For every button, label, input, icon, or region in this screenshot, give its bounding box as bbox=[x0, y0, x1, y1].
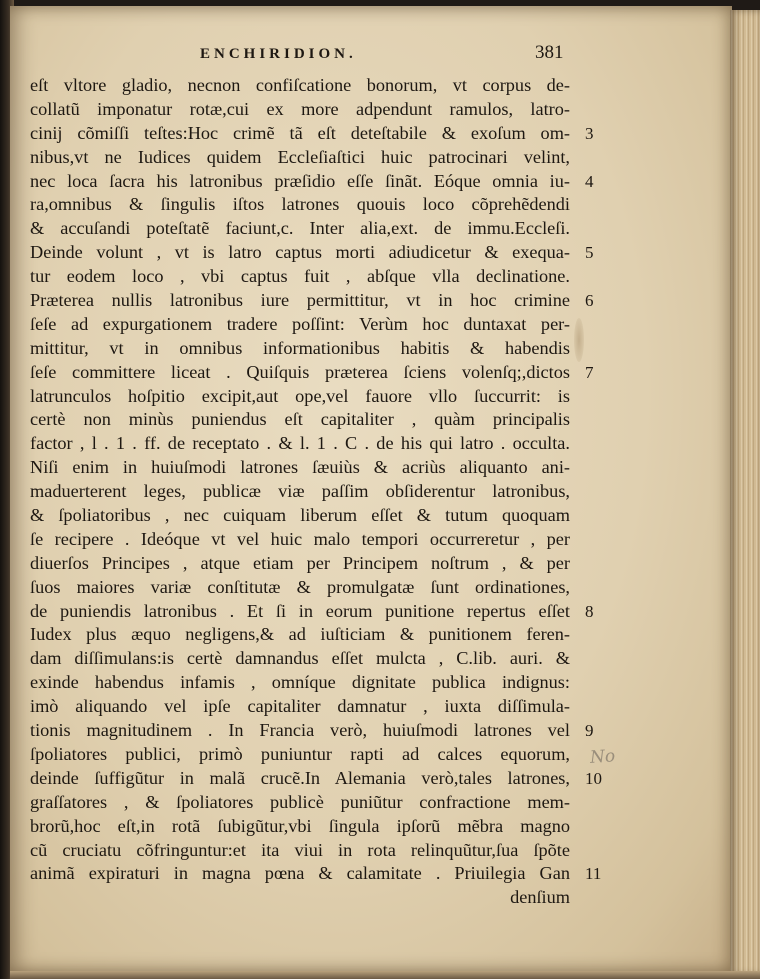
line-text: imò aliquando vel ipſe capitaliter damnatur , iuxta diſſimula- bbox=[30, 696, 570, 717]
line-text: ra,omnibus & ſingulis iſtos latrones quouis loco cõprehẽdendi bbox=[30, 194, 570, 215]
text-line bbox=[30, 791, 670, 815]
line-text: animã expiraturi in magna pœna & calamitate . Priuilegia Gan bbox=[30, 863, 570, 884]
margin-number: 4 bbox=[585, 171, 594, 191]
line-text: graſſatores , & ſpoliatores publicè puniũtur confractione mem- bbox=[30, 791, 570, 812]
line-text: eſt vltore gladio, necnon confiſcatione bonorum, vt corpus de- bbox=[30, 75, 570, 95]
text-line bbox=[30, 265, 670, 289]
text-line bbox=[30, 528, 670, 552]
text-line bbox=[30, 552, 670, 576]
text-line bbox=[30, 623, 670, 647]
line-text: cũ cruciatu cõfringuntur:et ita viui in rota relinquũtur,ſua ſpõte bbox=[30, 839, 570, 860]
page-number: 381 bbox=[535, 42, 564, 63]
handwritten-note: No bbox=[589, 746, 616, 768]
margin-number: 7 bbox=[585, 362, 594, 382]
text-line bbox=[30, 385, 670, 409]
margin-number: 8 bbox=[585, 601, 594, 621]
text-line bbox=[30, 146, 670, 170]
line-text: nec loca ſacra his latronibus præſidio eſſe ſinãt. Eóque omnia iu- bbox=[30, 170, 570, 191]
text-line bbox=[30, 839, 670, 863]
line-text: ſe recipere . Ideóque vt vel huic malo tempori occurreretur , per bbox=[30, 528, 570, 549]
running-head bbox=[30, 40, 670, 74]
line-text: ſeſe committere liceat . Quiſquis præterea ſciens volenſq;,dictos bbox=[30, 361, 570, 382]
line-text: & accuſandi poteſtatẽ faciunt,c. Inter alia,ext. de immu.Eccleſi. bbox=[30, 218, 570, 239]
text-line bbox=[30, 767, 670, 791]
page-edges bbox=[730, 10, 760, 975]
text-line bbox=[30, 432, 670, 456]
margin-number: 5 bbox=[585, 243, 594, 263]
text-line bbox=[30, 719, 670, 743]
line-text: Niſi enim in huiuſmodi latrones ſæuiùs & acriùs aliquanto ani- bbox=[30, 457, 570, 478]
line-text: collatũ imponatur rotæ,cui ex more adpendunt ramulos, latro- bbox=[30, 98, 570, 119]
line-text: ſeſe ad expurgationem tradere poſſint: Verùm hoc duntaxat per- bbox=[30, 313, 570, 334]
text-line bbox=[30, 193, 670, 217]
line-text: ſpoliatores publici, primò puniuntur rapti ad calces equorum, bbox=[30, 743, 570, 764]
line-text: ſuos maiores variæ conſtitutæ & promulgatæ ſunt ordinationes, bbox=[30, 576, 570, 597]
bottom-edge bbox=[10, 971, 760, 979]
line-text: dam diſſimulans:is certè damnandus eſſet mulcta , C.lib. auri. & bbox=[30, 648, 570, 669]
text-line bbox=[30, 504, 670, 528]
line-text: factor , l . 1 . ff. de receptato . & l. 1 . C . de his qui latro . occulta. bbox=[30, 433, 570, 454]
line-text: brorũ,hoc eſt,in rotã ſubigũtur,vbi ſingula ipſorũ mẽbra magno bbox=[30, 815, 570, 836]
body-text bbox=[30, 74, 670, 910]
text-line bbox=[30, 600, 670, 624]
text-line bbox=[30, 695, 670, 719]
line-text: cinij cõmiſſi teſtes:Hoc crimẽ tã eſt deteſtabile & exoſum om- bbox=[30, 122, 570, 143]
line-text: mittitur, vt in omnibus informationibus habitis & habendis bbox=[30, 337, 570, 358]
text-line bbox=[30, 361, 670, 385]
text-line bbox=[30, 337, 670, 361]
running-title: ENCHIRIDION. bbox=[200, 46, 357, 62]
line-text: latrunculos hoſpitio excipit,aut ope,vel fauore vllo ſuccurrit: is bbox=[30, 385, 570, 406]
line-text: exinde habendus infamis , omníque dignitate publica indignus: bbox=[30, 672, 570, 693]
text-line bbox=[30, 815, 670, 839]
text-line bbox=[30, 241, 670, 265]
text-block bbox=[30, 40, 670, 910]
line-text: tionis magnitudinem . In Francia verò, huiuſmodi latrones vel bbox=[30, 720, 570, 741]
text-line bbox=[30, 122, 670, 146]
catchword bbox=[30, 886, 670, 910]
line-text: de puniendis latronibus . Et ſi in eorum punitione repertus eſſet bbox=[30, 600, 570, 621]
line-text: & ſpoliatoribus , nec cuiquam liberum eſſet & tutum quoquam bbox=[30, 505, 570, 526]
line-text: tur eodem loco , vbi captus fuit , abſque vlla declinatione. bbox=[30, 266, 570, 287]
text-line bbox=[30, 170, 670, 194]
line-text: maduerterent leges, publicæ viæ paſſim obſiderentur latronibus, bbox=[30, 481, 570, 502]
margin-number: 10 bbox=[585, 768, 602, 788]
margin-number: 9 bbox=[585, 721, 594, 741]
text-line bbox=[30, 671, 670, 695]
line-text: Iudex plus æquo negligens,& ad iuſticiam & punitionem feren- bbox=[30, 624, 570, 645]
line-text: nibus,vt ne Iudices quidem Eccleſiaſtici huic patrocinari velint, bbox=[30, 146, 570, 167]
margin-number: 6 bbox=[585, 291, 594, 311]
text-line bbox=[30, 98, 670, 122]
text-line bbox=[30, 313, 670, 337]
line-text: Præterea nullis latronibus iure permittitur, vt in hoc crimine bbox=[30, 290, 570, 311]
text-line bbox=[30, 862, 670, 886]
margin-number: 11 bbox=[585, 864, 602, 884]
line-text: certè non minùs puniendus eſt capitaliter , quàm principalis bbox=[30, 409, 570, 430]
line-text: deinde ſuffigũtur in malã crucẽ.In Alemania verò,tales latrones, bbox=[30, 767, 570, 788]
margin-number: 3 bbox=[585, 123, 594, 143]
text-line bbox=[30, 647, 670, 671]
text-line bbox=[30, 217, 670, 241]
line-text: diuerſos Principes , atque etiam per Principem noſtrum , & per bbox=[30, 552, 570, 573]
text-line bbox=[30, 456, 670, 480]
text-line bbox=[30, 289, 670, 313]
line-text: denſium bbox=[510, 887, 570, 908]
line-text: Deinde volunt , vt is latro captus morti adiudicetur & exequa- bbox=[30, 242, 570, 263]
text-line bbox=[30, 408, 670, 432]
text-line bbox=[30, 743, 670, 767]
text-line bbox=[30, 480, 670, 504]
text-line bbox=[30, 74, 670, 98]
text-line bbox=[30, 576, 670, 600]
